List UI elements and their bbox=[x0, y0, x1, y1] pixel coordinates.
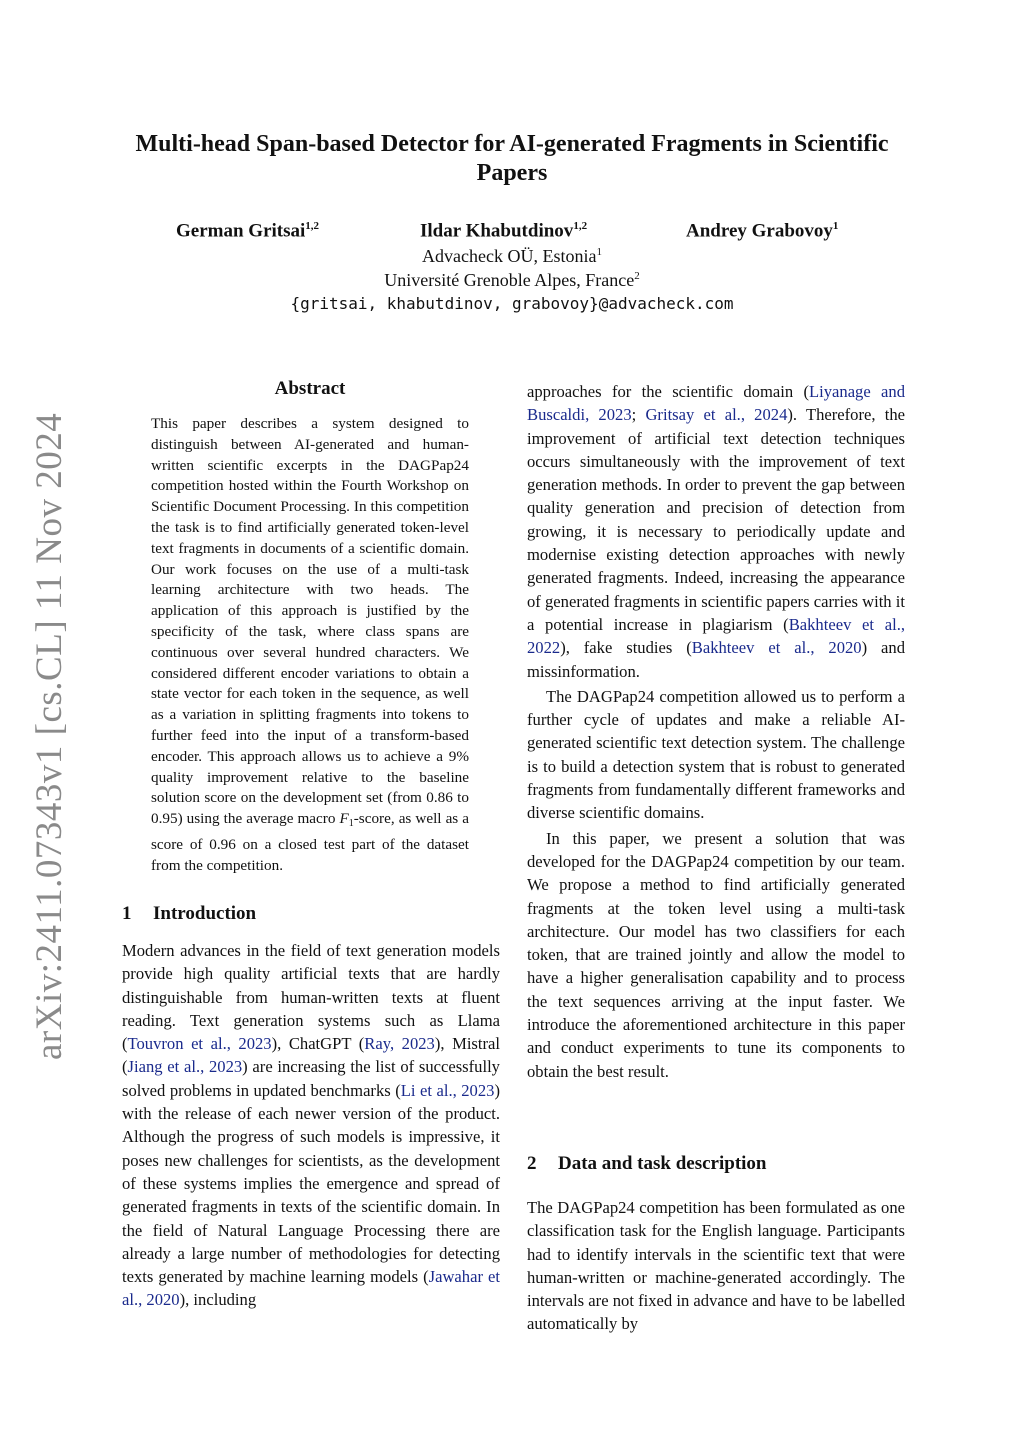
citation-link[interactable]: Ray, 2023 bbox=[364, 1034, 435, 1054]
body-text: approaches for the scientific domain ( bbox=[527, 382, 809, 401]
citation-link[interactable]: Gritsay et al., 2024 bbox=[645, 405, 788, 425]
body-text: ) with the release of each newer version of the product. Although the progress of such models is impressive, it poses new challenges for scientists, as the development of these systems implies the emergence and spread of generated fragments in texts of the scientific domain. In the field of Natural Language Processing there are already a large number of methodologies for detecting texts generated by machine learning models ( bbox=[122, 1080, 500, 1287]
intro-paragraph-1 bbox=[122, 939, 500, 1312]
affiliation-1: Advacheck OÜ, Estonia$^1$ bbox=[422, 246, 602, 266]
citation-link[interactable]: Li et al., 2023 bbox=[400, 1080, 495, 1100]
body-text: Modern advances in the field of text generation models provide high quality artificial texts that are hardly distinguishable from human-written texts at fluent reading. Text generation systems such as Llama ( bbox=[122, 941, 500, 1054]
citation-link[interactable]: Jiang et al., 2023 bbox=[127, 1057, 243, 1077]
section-1-heading: 1 Introduction bbox=[122, 903, 257, 924]
section-2-body bbox=[527, 1196, 905, 1336]
body-text: ) and missinformation. bbox=[527, 638, 905, 681]
author-emails: {gritsai, khabutdinov, grabovoy}@advacheck.com bbox=[290, 294, 734, 313]
citation-link[interactable]: Touvron et al., 2023 bbox=[127, 1034, 272, 1054]
left-column-body bbox=[122, 939, 500, 1312]
author-2: Ildar Khabutdinov$^{1,2}$ bbox=[420, 220, 588, 242]
author-1: German Gritsai$^{1,2}$ bbox=[176, 220, 320, 242]
abstract-heading: Abstract bbox=[274, 378, 346, 399]
citation-link[interactable]: Bakhteev et al., 2020 bbox=[691, 638, 862, 658]
affiliation-2: Université Grenoble Alpes, France$^2$ bbox=[384, 270, 640, 290]
intro-paragraph-2 bbox=[527, 380, 905, 683]
right-column-body bbox=[527, 380, 905, 1083]
intro-paragraph-4: In this paper, we present a solution that was developed for the DAGPap24 competition by our team. We propose a method to find artificially generated fragments at the token level using a multi-task architecture. Our model has two classifiers for each token, that are trained jointly and allow the model to have a higher generalisation capability and to process the text sequences arriving at the input faster. We introduce the aforementioned architecture in this paper and conduct experiments to tune its components to obtain the best result. bbox=[527, 828, 905, 1081]
author-3: Andrey Grabovoy$^1$ bbox=[686, 220, 839, 242]
arxiv-stamp: arXiv:2411.07343v1 [cs.CL] 11 Nov 2024 bbox=[29, 412, 70, 1060]
abstract-body: This paper describes a system designed to distinguish between AI-generated and human-written scientific excerpts in the DAGPap24 competition hosted within the Fourth Workshop on Scientific Document Processing. In this competition the task is to find artificially generated token-level text fragments in documents of a scientific domain. Our work focuses on the use of a multi-task learning architecture with two heads. The application of this approach is justified by the specificity of the task, where class spans are continuous over several hundred characters. We considered different encoder variations to obtain a state vector for each token in the sequence, as well as a variation in splitting fragments into tokens to further feed into the input of a transform-based encoder. This approach allows us to achieve a 9% quality improvement relative to the baseline solution score on the development set (from 0.86 to 0.95) using the average macro $F_1$-score, as well as a score of 0.96 on a closed test part of the dataset from the competition. bbox=[151, 415, 469, 874]
body-text: ) are increasing the list of successfully solved problems in updated benchmarks ( bbox=[122, 1057, 500, 1100]
body-text: ), including bbox=[179, 1290, 257, 1310]
paper-title: Multi-head Span-based Detector for AI-generated Fragments in Scientific Papers bbox=[135, 131, 889, 186]
section-2-heading: 2 Data and task description bbox=[527, 1153, 767, 1174]
body-text: ), fake studies ( bbox=[560, 638, 692, 658]
body-text: ). Therefore, the improvement of artificial text detection techniques occurs simultaneously with the improvement of text generation methods. In order to prevent the gap between quality generation and precision of detection from growing, it is necessary to periodically update and modernise existing detection approaches with newly generated fragments. Indeed, increasing the appearance of generated fragments in scientific papers carries with it a potential increase in plagiarism ( bbox=[527, 405, 905, 634]
body-text: ), ChatGPT ( bbox=[271, 1034, 365, 1054]
citation-link[interactable]: Jawahar et al., 2020 bbox=[122, 1267, 500, 1310]
intro-paragraph-3: The DAGPap24 competition allowed us to perform a further cycle of updates and make a reliable AI-generated scientific text detection system. The challenge is to build a detection system that is robust to generated fragments from fundamentally different frameworks and diverse scientific domains. bbox=[527, 686, 905, 823]
citation-link[interactable]: Bakhteev et al., 2022 bbox=[527, 614, 905, 658]
citation-link[interactable]: Liyanage and Buscaldi, 2023 bbox=[527, 382, 905, 425]
data-paragraph-1: The DAGPap24 competition has been formulated as one classification task for the English language. Participants had to identify intervals in the scientific text that were human-written or machine-generated accordingly. The intervals are not fixed in advance and have to be labelled automatically by bbox=[527, 1198, 905, 1334]
body-text: ), Mistral ( bbox=[122, 1034, 500, 1077]
body-text: ; bbox=[631, 405, 646, 425]
